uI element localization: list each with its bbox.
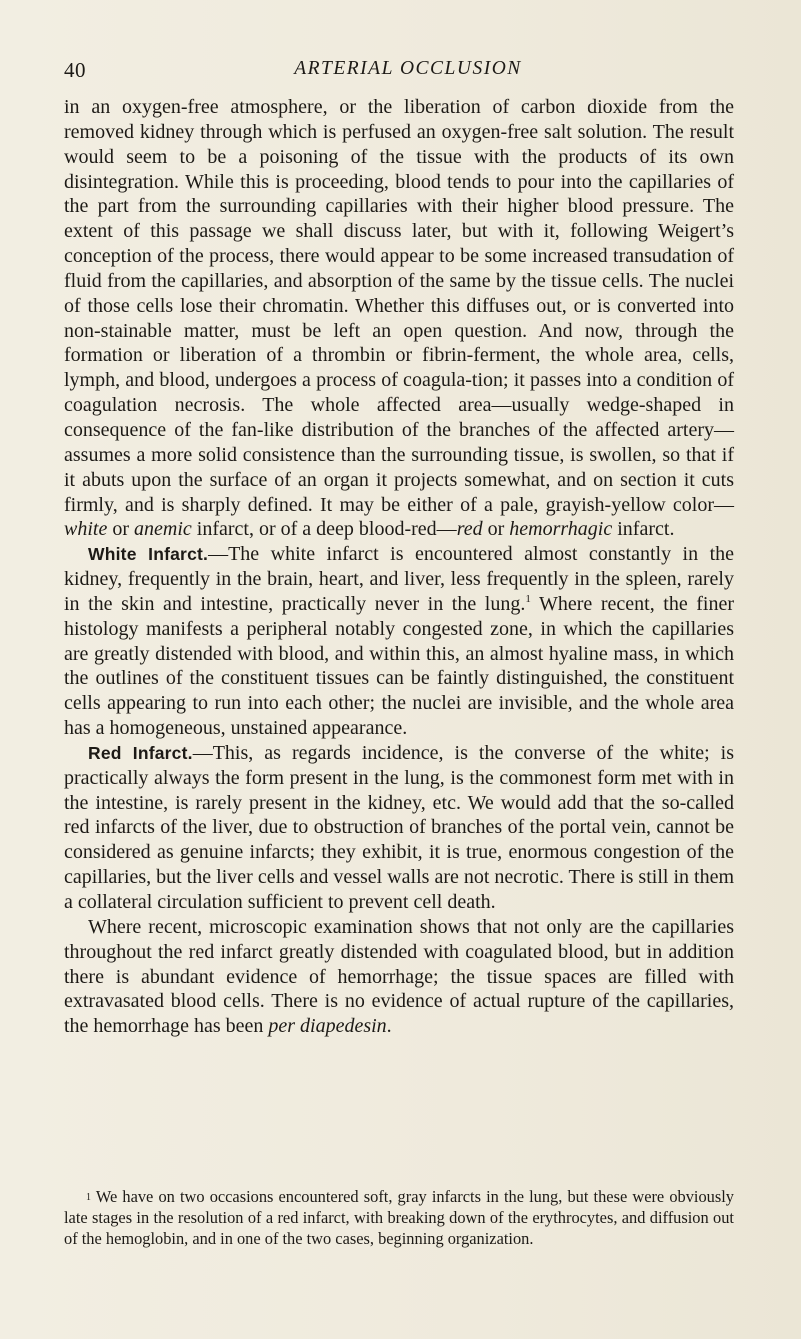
paragraph-1-end: infarct.	[612, 518, 675, 541]
white-infarct-heading: White Infarct.	[88, 544, 209, 565]
footnote	[64, 1187, 734, 1249]
white-infarct-text-end: Where recent, the finer histology manifests a peripheral notably congested zone, in which the capillaries are greatly distended with blood, and within this, an almost hyaline mass, in which the outlines of the constituent tissues can be faintly distinguished, the constituent cells appearing to run into each other; the nuclei are invisible, and the whole area has a homogeneous, unstained appearance.	[64, 592, 735, 740]
footnote-text: We have on two occasions encountered soft, gray infarcts in the lung, but these were obviously late stages in the resolution of a red infarct, with breaking down of the erythrocytes, and diffusion out of the hemoglobin, and in one of the two cases, beginning organization.	[64, 1187, 734, 1248]
paragraph-1-text: in an oxygen-free atmosphere, or the liberation of carbon dioxide from the removed kidney through which is perfused an oxygen-free salt solution. The result would seem to be a poisoning of the tissue with the products of its own disintegration. While this is proceeding, blood tends to pour into the capillaries of the part from the surrounding capillaries with their higher blood pressure. The extent of this passage we shall discuss later, but with it, following Weigert’s conception of the process, there would appear to be some increased transudation of fluid from the capillaries, and absorption of the same by the tissue cells. The nuclei of those cells lose their chromatin. Whether this diffuses out, or is converted into non-stainable matter, must be left an open question. And now, through the formation or liberation of a thrombin or fibrin-ferment, the whole area, cells, lymph, and blood, undergoes a process of coagula-tion; it passes into a condition of coagulation necrosis. The whole affected area—usually wedge-shaped in consequence of the fan-like distribution of the branches of the affected artery—assumes a more solid consistence than the surrounding tissue, is swollen, so that if it abuts upon the surface of an organ it projects somewhat, and on section it cuts firmly, and is sharply defined. It may be either of a pale, grayish-yellow color—	[64, 96, 734, 516]
term-hemorrhagic: hemorrhagic	[509, 518, 613, 541]
paragraph-1-connector: or	[107, 518, 135, 541]
term-anemic: anemic	[134, 518, 192, 541]
white-infarct-text: —The white infarct is encountered almost constantly in the kidney, frequently in the brain, heart, and liver, less frequently in the spleen, rarely in the skin and intestine, practically never in the lung.	[64, 543, 734, 615]
footnote-marker: 1	[86, 1192, 91, 1203]
body-text	[64, 95, 734, 1039]
page-header	[64, 58, 752, 88]
paragraph-4-end: .	[386, 1015, 392, 1038]
red-infarct-heading: Red Infarct.	[88, 742, 193, 763]
paragraph-4-text: Where recent, microscopic examination shows that not only are the capillaries throughout the red infarct greatly distended with coagulated blood, but in addition there is abundant evidence of hemorrhage; the tissue spaces are filled with extravasated blood cells. There is no evidence of actual rupture of the capillaries, the hemorrhage has been	[64, 915, 734, 1038]
paragraph-1-mid: infarct, or of a deep blood-red—	[191, 518, 457, 541]
page-number: 40	[64, 58, 86, 82]
term-white: white	[64, 518, 108, 541]
paragraph-red-infarct	[64, 741, 734, 915]
term-per-diapedesin: per diapedesin	[268, 1015, 387, 1038]
paragraph-1-connector-2: or	[482, 518, 510, 541]
term-red: red	[456, 518, 483, 541]
footnote-reference: 1	[525, 592, 531, 605]
paragraph-1	[64, 95, 734, 542]
paragraph-white-infarct	[64, 542, 734, 741]
paragraph-4	[64, 915, 734, 1039]
red-infarct-text: —This, as regards incidence, is the converse of the white; is practically always the form present in the lung, is the commonest form met with in the intestine, is rarely present in the kidney, etc. We would add that the so-called red infarcts of the liver, due to obstruction of branches of the portal vein, cannot be considered as genuine infarcts; they exhibit, it is true, enormous congestion of the capillaries, but the liver cells and vessel walls are not necrotic. There is still in them a collateral circulation sufficient to prevent cell death.	[64, 741, 734, 913]
running-title: ARTERIAL OCCLUSION	[294, 58, 522, 79]
